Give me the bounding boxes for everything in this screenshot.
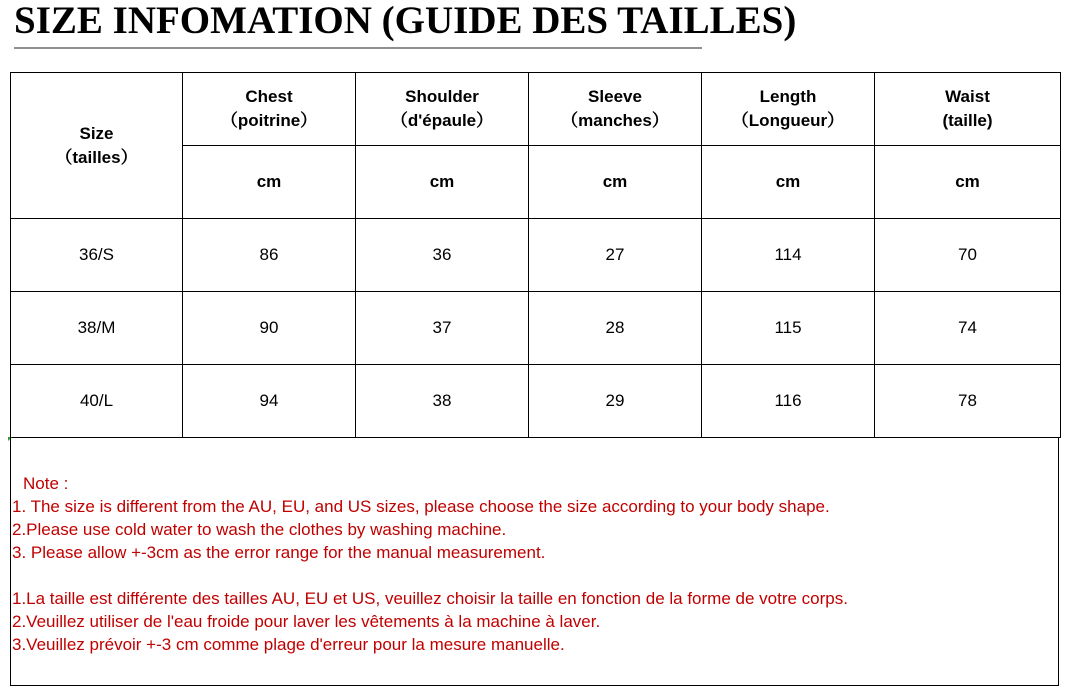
page-title: SIZE INFOMATION (GUIDE DES TAILLES) xyxy=(14,0,797,42)
waist-cell: 74 xyxy=(875,292,1061,365)
sleeve-cell: 29 xyxy=(529,365,702,438)
shoulder-header-cell xyxy=(356,73,529,146)
waist-header-cell xyxy=(875,73,1061,146)
length-cell: 116 xyxy=(702,365,875,438)
size-header-label: Size xyxy=(79,123,114,143)
size-cell: 40/L xyxy=(11,365,183,438)
size-header-sublabel: （tailles） xyxy=(55,147,138,167)
chest-cell: 90 xyxy=(183,292,356,365)
note-line-fr-1: 1.La taille est différente des tailles AU, EU et US, veuillez choisir la taille en fonction de la forme de votre corps. xyxy=(12,589,848,608)
size-chart-table xyxy=(10,72,1061,438)
column-header-sublabel: （Longueur） xyxy=(731,111,845,130)
column-header-sublabel: （poitrine） xyxy=(220,111,318,130)
size-header-cell xyxy=(11,73,183,219)
chest-header-cell xyxy=(183,73,356,146)
sleeve-cell: 28 xyxy=(529,292,702,365)
sleeve-unit-cell: cm xyxy=(529,146,702,219)
chest-unit-cell: cm xyxy=(183,146,356,219)
size-cell: 36/S xyxy=(11,219,183,292)
waist-cell: 78 xyxy=(875,365,1061,438)
shoulder-cell: 36 xyxy=(356,219,529,292)
table-row xyxy=(11,365,1061,438)
notes-title: Note : xyxy=(23,474,69,493)
notes-spacer xyxy=(12,564,848,587)
column-header-sublabel: (taille) xyxy=(942,111,993,130)
title-underline xyxy=(14,47,702,49)
size-cell: 38/M xyxy=(11,292,183,365)
shoulder-cell: 37 xyxy=(356,292,529,365)
note-line-en-1: 1. The size is different from the AU, EU, and US sizes, please choose the size according to your body shape. xyxy=(12,497,830,516)
notes-box xyxy=(10,437,1059,686)
column-header-label: Sleeve xyxy=(588,87,642,106)
header-row xyxy=(11,73,1061,146)
length-cell: 115 xyxy=(702,292,875,365)
note-line-fr-3: 3.Veuillez prévoir +-3 cm comme plage d'erreur pour la mesure manuelle. xyxy=(12,635,565,654)
note-line-en-2: 2.Please use cold water to wash the clothes by washing machine. xyxy=(12,520,507,539)
column-header-sublabel: （d'épaule） xyxy=(390,111,494,130)
waist-unit-cell: cm xyxy=(875,146,1061,219)
table-row xyxy=(11,292,1061,365)
length-unit-cell: cm xyxy=(702,146,875,219)
sleeve-cell: 27 xyxy=(529,219,702,292)
column-header-label: Length xyxy=(759,87,817,106)
note-line-fr-2: 2.Veuillez utiliser de l'eau froide pour laver les vêtements à la machine à laver. xyxy=(12,612,601,631)
waist-cell: 70 xyxy=(875,219,1061,292)
length-header-cell xyxy=(702,73,875,146)
note-line-en-3: 3. Please allow +-3cm as the error range for the manual measurement. xyxy=(12,543,546,562)
column-header-label: Shoulder xyxy=(405,87,479,106)
column-header-sublabel: （manches） xyxy=(561,111,669,130)
column-header-label: Waist xyxy=(945,87,990,106)
table-row xyxy=(11,219,1061,292)
chest-cell: 94 xyxy=(183,365,356,438)
sleeve-header-cell xyxy=(529,73,702,146)
column-header-label: Chest xyxy=(245,87,293,106)
shoulder-unit-cell: cm xyxy=(356,146,529,219)
shoulder-cell: 38 xyxy=(356,365,529,438)
chest-cell: 86 xyxy=(183,219,356,292)
length-cell: 114 xyxy=(702,219,875,292)
notes-text xyxy=(12,472,848,656)
